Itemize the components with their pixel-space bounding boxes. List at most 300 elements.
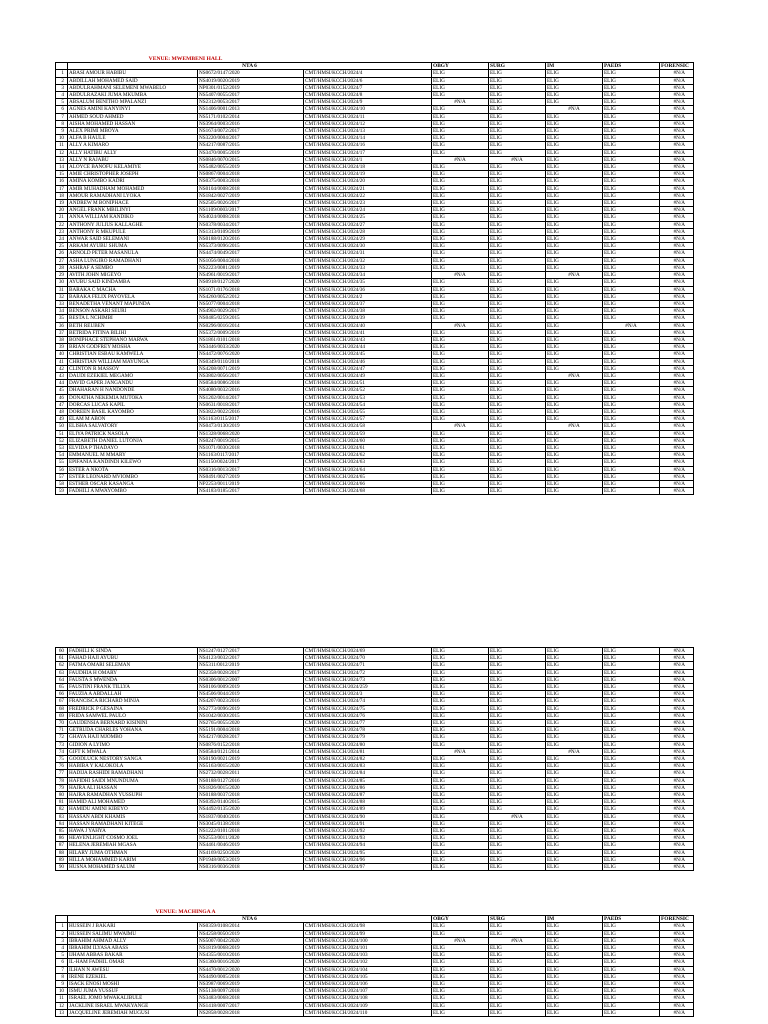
paeds-status: ELIG (603, 452, 660, 459)
forensic-status: #N/A (660, 293, 694, 300)
row-number: 7 (56, 966, 68, 973)
table-row (56, 322, 694, 329)
registration-number: NS0485/0259/2015 (198, 315, 304, 322)
forensic-status: #N/A (660, 430, 694, 437)
paeds-status: ELIG (603, 128, 660, 135)
index-number: CMT/HMSI/KCCH/2024/62 (304, 452, 432, 459)
forensic-status: #N/A (660, 988, 694, 995)
obgy-status: ELIG (432, 300, 489, 307)
registration-number: NS1163/0115/2017 (198, 416, 304, 423)
index-number: CMT/HMSI/KCCH/2024/101 (304, 945, 432, 952)
im-status: ELIG (546, 966, 603, 973)
index-number: CMT/HMSI/KCCH/2024/79 (304, 734, 432, 741)
obgy-status: ELIG (432, 308, 489, 315)
student-name: HILLA MOHAMMED KARIM (68, 856, 198, 863)
table-row (56, 423, 694, 430)
table-row (56, 430, 694, 437)
table-row (56, 286, 694, 293)
student-name: HAMIDU AMINI KIBEYO (68, 806, 198, 813)
forensic-status: #N/A (660, 228, 694, 235)
table-row (56, 1009, 694, 1016)
obgy-status: ELIG (432, 981, 489, 988)
im-status: ELIG (546, 698, 603, 705)
table-row (56, 387, 694, 394)
table-row (56, 655, 694, 662)
index-number: CMT/HMSI/KCCH/2024/60 (304, 437, 432, 444)
column-header: PAEDS (603, 916, 660, 923)
forensic-status: #N/A (660, 734, 694, 741)
table-row (56, 959, 694, 966)
paeds-status: ELIG (603, 192, 660, 199)
index-number: CMT/HMSI/KCCH/2024/9 (304, 99, 432, 106)
forensic-status: #N/A (660, 856, 694, 863)
table-row (56, 720, 694, 727)
forensic-status: #N/A (660, 279, 694, 286)
registration-number: NS1071/0030/2018 (198, 444, 304, 451)
index-number: CMT/HMSI/KCCH/2024/57 (304, 416, 432, 423)
forensic-status: #N/A (660, 142, 694, 149)
paeds-status: ELIG (603, 380, 660, 387)
obgy-status: ELIG (432, 336, 489, 343)
im-status: ELIG (546, 380, 603, 387)
registration-number: NS2505/0026/2017 (198, 200, 304, 207)
column-header: FORENSIC (660, 63, 694, 70)
paeds-status: ELIG (603, 99, 660, 106)
obgy-status: ELIG (432, 676, 489, 683)
student-name: FATMA OMARI SELEMAN (68, 662, 198, 669)
paeds-status: ELIG (603, 966, 660, 973)
row-number: 31 (56, 286, 68, 293)
forensic-status: #N/A (660, 401, 694, 408)
student-name: ABDULRAZAKI JUMA MKUMBA (68, 92, 198, 99)
paeds-status: ELIG (603, 930, 660, 937)
index-number: CMT/HMSI/KCCH/2024/99 (304, 930, 432, 937)
registration-number: NS5138/0097/2018 (198, 988, 304, 995)
registration-number: NS5007/0042/2020 (198, 937, 304, 944)
index-number: CMT/HMSI/KCCH/2024/88 (304, 799, 432, 806)
obgy-status: ELIG (432, 727, 489, 734)
student-name: ANGEL FRANK MBILINYI (68, 207, 198, 214)
row-number: 62 (56, 662, 68, 669)
row-number: 49 (56, 416, 68, 423)
obgy-status: ELIG (432, 777, 489, 784)
index-number: CMT/HMSI/KCCH/2024/7 (304, 84, 432, 91)
im-status: ELIG (546, 480, 603, 487)
surg-status: ELIG (489, 257, 546, 264)
im-status: ELIG (546, 214, 603, 221)
forensic-status: #N/A (660, 408, 694, 415)
obgy-status: ELIG (432, 712, 489, 719)
obgy-status: #N/A (432, 99, 489, 106)
index-number: CMT/HMSI/KCCH/2024/87 (304, 792, 432, 799)
paeds-status: ELIG (603, 995, 660, 1002)
table-row (56, 930, 694, 937)
registration-number: NS4902/0029/2017 (198, 308, 304, 315)
forensic-status: #N/A (660, 185, 694, 192)
table-row (56, 473, 694, 480)
row-number: 4 (56, 945, 68, 952)
obgy-status: #N/A (432, 423, 489, 430)
row-number: 9 (56, 981, 68, 988)
surg-status: ELIG (489, 207, 546, 214)
paeds-status: ELIG (603, 734, 660, 741)
registration-number: NS3045/0138/2018 (198, 820, 304, 827)
forensic-status: #N/A (660, 835, 694, 842)
im-status: ELIG (546, 473, 603, 480)
header-row (56, 916, 694, 923)
blank-cell (56, 909, 68, 916)
forensic-status: #N/A (660, 286, 694, 293)
row-number: 61 (56, 655, 68, 662)
student-name: ASHRAF A SEMBO (68, 264, 198, 271)
surg-status: ELIG (489, 77, 546, 84)
registration-number: NS0306/0012/2007 (198, 676, 304, 683)
index-number: CMT/HMSI/KCCH/2024/47 (304, 365, 432, 372)
student-name: ELAM M ABON (68, 416, 198, 423)
table-row (56, 437, 694, 444)
surg-status: ELIG (489, 480, 546, 487)
paeds-status: ELIG (603, 756, 660, 763)
forensic-status: #N/A (660, 250, 694, 257)
im-status: ELIG (546, 959, 603, 966)
surg-status: ELIG (489, 142, 546, 149)
obgy-status: ELIG (432, 1009, 489, 1016)
paeds-status: ELIG (603, 828, 660, 835)
im-status: ELIG (546, 662, 603, 669)
paeds-status: ELIG (603, 430, 660, 437)
table-row (56, 945, 694, 952)
forensic-status: #N/A (660, 387, 694, 394)
row-number: 29 (56, 272, 68, 279)
forensic-status: #N/A (660, 842, 694, 849)
im-status: ELIG (546, 92, 603, 99)
obgy-status: ELIG (432, 77, 489, 84)
student-name: CHRISTIAN ESBAU KAMWELA (68, 351, 198, 358)
obgy-status: ELIG (432, 185, 489, 192)
student-name: DAVID GAPER JANGANDU (68, 380, 198, 387)
registration-number: NS1313/0109/2019 (198, 228, 304, 235)
obgy-status: ELIG (432, 106, 489, 113)
forensic-status: #N/A (660, 416, 694, 423)
surg-status: ELIG (489, 662, 546, 669)
registration-number: NS1360/0016/2020 (198, 959, 304, 966)
index-number: CMT/HMSI/KCCH/2024/23 (304, 200, 432, 207)
obgy-status: ELIG (432, 923, 489, 930)
obgy-status: ELIG (432, 669, 489, 676)
student-name: IBRAHIM AHMAD ALLY (68, 937, 198, 944)
surg-status: ELIG (489, 856, 546, 863)
table-row (56, 351, 694, 358)
registration-number: NS5372/0009/2019 (198, 329, 304, 336)
surg-status: ELIG (489, 286, 546, 293)
im-status: ELIG (546, 712, 603, 719)
registration-number: NS4183/0185/2017 (198, 488, 304, 495)
forensic-status: #N/A (660, 466, 694, 473)
row-number: 8 (56, 973, 68, 980)
index-number: CMT/HMSI/KCCH/2024/64 (304, 466, 432, 473)
surg-status: ELIG (489, 228, 546, 235)
index-number: CMT/HMSI/KCCH/2024/53 (304, 394, 432, 401)
table-row (56, 401, 694, 408)
index-number: CMT/HMSI/KCCH/2024/19 (304, 171, 432, 178)
im-status: ELIG (546, 1002, 603, 1009)
paeds-status: ELIG (603, 684, 660, 691)
row-number: 6 (56, 959, 68, 966)
surg-status: #N/A (489, 813, 546, 820)
surg-status: ELIG (489, 698, 546, 705)
obgy-status: ELIG (432, 315, 489, 322)
obgy-status: ELIG (432, 806, 489, 813)
index-number: CMT/HMSI/KCCH/2024/14 (304, 135, 432, 142)
paeds-status: ELIG (603, 662, 660, 669)
index-number: CMT/HMSI/KCCH/2024/22 (304, 192, 432, 199)
table-row (56, 820, 694, 827)
index-number: CMT/HMSI/KCCH/2024/39 (304, 315, 432, 322)
registration-number: NS3802/0056/2017 (198, 372, 304, 379)
index-number: CMT/HMSI/KCCH/2024/65 (304, 473, 432, 480)
obgy-status: ELIG (432, 293, 489, 300)
paeds-status: ELIG (603, 937, 660, 944)
obgy-status: ELIG (432, 973, 489, 980)
student-name: AISHA MOHAMED HASSAN (68, 120, 198, 127)
table-row (56, 662, 694, 669)
surg-status: ELIG (489, 351, 546, 358)
paeds-status: ELIG (603, 401, 660, 408)
table-row (56, 135, 694, 142)
table-row (56, 380, 694, 387)
im-status: ELIG (546, 437, 603, 444)
obgy-status: ELIG (432, 792, 489, 799)
student-name: BETH REUBEN (68, 322, 198, 329)
index-number: CMT/HMSI/KCCH/2024/52 (304, 387, 432, 394)
im-status: ELIG (546, 734, 603, 741)
index-number: CMT/HMSI/KCCH/2024/83 (304, 763, 432, 770)
forensic-status: #N/A (660, 792, 694, 799)
im-status: ELIG (546, 930, 603, 937)
student-name: DAUDI EZEKIEL MEGAMO (68, 372, 198, 379)
paeds-status: ELIG (603, 813, 660, 820)
obgy-status: ELIG (432, 698, 489, 705)
table-row (56, 394, 694, 401)
forensic-status: #N/A (660, 995, 694, 1002)
index-number: CMT/HMSI/KCCH/2024/61 (304, 444, 432, 451)
index-number: CMT/HMSI/KCCH/2024/11 (304, 113, 432, 120)
row-number: 86 (56, 835, 68, 842)
forensic-status: #N/A (660, 344, 694, 351)
im-status: ELIG (546, 784, 603, 791)
registration-number: NS1861/0101/2018 (198, 336, 304, 343)
paeds-status: ELIG (603, 655, 660, 662)
index-number: CMT/HMSI/KCCH/2024/109 (304, 1002, 432, 1009)
student-name: AYUBU SAID KINDAMBA (68, 279, 198, 286)
table-row (56, 372, 694, 379)
table-row (56, 77, 694, 84)
forensic-status: #N/A (660, 92, 694, 99)
im-status: ELIG (546, 806, 603, 813)
row-number: 64 (56, 676, 68, 683)
table-row (56, 185, 694, 192)
registration-number: NS4472/0076/2020 (198, 351, 304, 358)
im-status: ELIG (546, 691, 603, 698)
im-status: ELIG (546, 648, 603, 655)
paeds-status: ELIG (603, 459, 660, 466)
index-number: CMT/HMSI/KCCH/2024/45 (304, 351, 432, 358)
student-name: IL-HAM FADHIL OMAR (68, 959, 198, 966)
table-row (56, 684, 694, 691)
row-number: 46 (56, 394, 68, 401)
forensic-status: #N/A (660, 322, 694, 329)
surg-status: ELIG (489, 416, 546, 423)
obgy-status: ELIG (432, 705, 489, 712)
registration-number: NS2858/0028/2018 (198, 1009, 304, 1016)
obgy-status: ELIG (432, 351, 489, 358)
row-number: 45 (56, 387, 68, 394)
blank-cell (56, 63, 68, 70)
venue-table-continued (55, 647, 694, 871)
surg-status: ELIG (489, 171, 546, 178)
paeds-status: ELIG (603, 923, 660, 930)
index-number: CMT/HMSI/KCCH/2024/104 (304, 966, 432, 973)
student-name: HASSAN ABDI KHAMIS (68, 813, 198, 820)
im-status: ELIG (546, 228, 603, 235)
row-number: 41 (56, 358, 68, 365)
index-number: CMT/HMSI/KCCH/2024/72 (304, 669, 432, 676)
registration-number: NS3446/0033/2020 (198, 344, 304, 351)
obgy-status: ELIG (432, 84, 489, 91)
paeds-status: ELIG (603, 156, 660, 163)
index-number: CMT/HMSI/KCCH/2024/40 (304, 322, 432, 329)
forensic-status: #N/A (660, 329, 694, 336)
registration-number: NS2358/0028/2017 (198, 669, 304, 676)
obgy-status: ELIG (432, 930, 489, 937)
surg-status: ELIG (489, 973, 546, 980)
student-name: HAWA J YAHYA (68, 828, 198, 835)
registration-number: NS0106/0009/2019 (198, 684, 304, 691)
student-name: ABSALUM BENITHO MPALANZI (68, 99, 198, 106)
registration-number: NS0375/0003/2018 (198, 178, 304, 185)
obgy-status: ELIG (432, 164, 489, 171)
registration-number: NS4490/0005/2018 (198, 973, 304, 980)
registration-number: NS1837/0040/2016 (198, 813, 304, 820)
index-number: CMT/HMSI/KCCH/2024/28 (304, 228, 432, 235)
paeds-status: ELIG (603, 820, 660, 827)
table-row (56, 70, 694, 77)
registration-number: NS0672/0147/2020 (198, 70, 304, 77)
im-status: ELIG (546, 300, 603, 307)
row-number: 37 (56, 329, 68, 336)
student-name: ISACK ENOSI MOSHI (68, 981, 198, 988)
obgy-status: ELIG (432, 720, 489, 727)
row-number: 73 (56, 741, 68, 748)
im-status: ELIG (546, 444, 603, 451)
surg-status: ELIG (489, 466, 546, 473)
student-name: BESTA L NCHIMBI (68, 315, 198, 322)
paeds-status: ELIG (603, 394, 660, 401)
im-status: ELIG (546, 416, 603, 423)
registration-number: NS4019/0020/2019 (198, 77, 304, 84)
table-row (56, 113, 694, 120)
table-row (56, 99, 694, 106)
forensic-status: #N/A (660, 200, 694, 207)
im-status: ELIG (546, 394, 603, 401)
row-number: 14 (56, 164, 68, 171)
row-number: 68 (56, 705, 68, 712)
student-name: ABDULRAHMANI SELEMENI MWABELO (68, 84, 198, 91)
index-number: CMT/HMSI/KCCH/2024/12 (304, 120, 432, 127)
obgy-status: ELIG (432, 380, 489, 387)
im-status: #N/A (546, 423, 603, 430)
paeds-status: ELIG (603, 988, 660, 995)
student-name: BRIAN GODFREY MOSHA (68, 344, 198, 351)
obgy-status: ELIG (432, 70, 489, 77)
forensic-status: #N/A (660, 308, 694, 315)
student-name: IJHAM ABBAS BAKAR (68, 952, 198, 959)
paeds-status: ELIG (603, 142, 660, 149)
paeds-status: ELIG (603, 149, 660, 156)
index-number: CMT/HMSI/KCCH/2024/3 (304, 691, 432, 698)
surg-status: ELIG (489, 344, 546, 351)
forensic-status: #N/A (660, 264, 694, 271)
index-number: CMT/HMSI/KCCH/2024/70 (304, 655, 432, 662)
im-status: ELIG (546, 792, 603, 799)
paeds-status: ELIG (603, 300, 660, 307)
row-number: 6 (56, 106, 68, 113)
registration-number: NS0296/0016/2014 (198, 322, 304, 329)
registration-number: NS0349/0110/2018 (198, 358, 304, 365)
paeds-status: ELIG (603, 293, 660, 300)
student-name: HAJRA ALI HASSAN (68, 784, 198, 791)
column-header: SURG (489, 63, 546, 70)
im-status: ELIG (546, 988, 603, 995)
index-number: CMT/HMSI/KCCH/2024/21 (304, 185, 432, 192)
surg-status: ELIG (489, 691, 546, 698)
index-number: CMT/HMSI/KCCH/2024/74 (304, 698, 432, 705)
index-number: CMT/HMSI/KCCH/2024/10 (304, 106, 432, 113)
im-status: ELIG (546, 952, 603, 959)
forensic-status: #N/A (660, 171, 694, 178)
im-status: #N/A (546, 372, 603, 379)
table-row (56, 806, 694, 813)
table-row (56, 676, 694, 683)
table-row (56, 272, 694, 279)
table-row (56, 691, 694, 698)
forensic-status: #N/A (660, 923, 694, 930)
im-status: ELIG (546, 763, 603, 770)
surg-status: ELIG (489, 1009, 546, 1016)
obgy-status: ELIG (432, 264, 489, 271)
surg-status: ELIG (489, 459, 546, 466)
row-number: 38 (56, 336, 68, 343)
registration-number: NS4123/0032/2017 (198, 655, 304, 662)
student-name: BENADETHA VENANT MAPUNDA (68, 300, 198, 307)
surg-status: ELIG (489, 864, 546, 871)
surg-status: ELIG (489, 322, 546, 329)
registration-number: NS0491/0027/2019 (198, 473, 304, 480)
surg-status: ELIG (489, 828, 546, 835)
table-row (56, 128, 694, 135)
obgy-status: ELIG (432, 365, 489, 372)
student-name: BENSON ASKARI SEURI (68, 308, 198, 315)
obgy-status: ELIG (432, 444, 489, 451)
student-name: IRENE EZEKIEL (68, 973, 198, 980)
surg-status: ELIG (489, 952, 546, 959)
paeds-status: ELIG (603, 243, 660, 250)
table-row (56, 120, 694, 127)
row-number: 66 (56, 691, 68, 698)
registration-number: NS0190/0021/2019 (198, 756, 304, 763)
forensic-status: #N/A (660, 973, 694, 980)
table-row (56, 698, 694, 705)
